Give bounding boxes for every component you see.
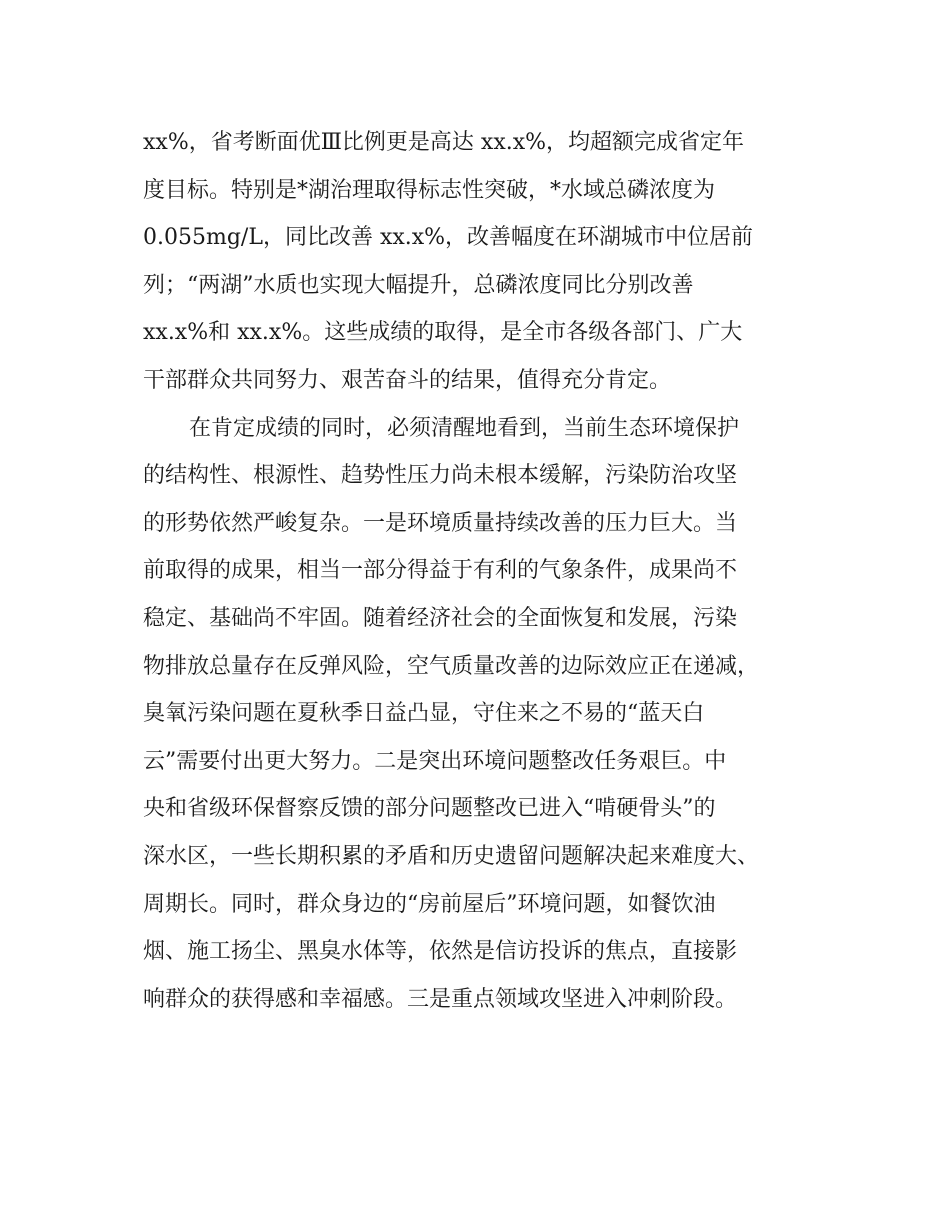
text-line: 周期长。同时，群众身边的“房前屋后”环境问题，如餐饮油 bbox=[143, 891, 716, 917]
text-line: 前取得的成果，相当一部分得益于有利的气象条件，成果尚不 bbox=[143, 558, 738, 584]
text-line: xx.x%和 xx.x%。这些成绩的取得，是全市各级各部门、广大 bbox=[143, 320, 743, 346]
text-line: 在肯定成绩的同时，必须清醒地看到，当前生态环境保护 bbox=[189, 415, 740, 441]
document-body bbox=[143, 119, 808, 1023]
text-line: 干部群众共同努力、艰苦奋斗的结果，值得充分肯定。 bbox=[143, 367, 672, 393]
text-line: 的结构性、根源性、趋势性压力尚未根本缓解，污染防治攻坚 bbox=[143, 463, 738, 489]
text-line: 响群众的获得感和幸福感。三是重点领域攻坚进入冲刺阶段。 bbox=[143, 986, 738, 1012]
text-line: 物排放总量存在反弹风险，空气质量改善的边际效应正在递减， bbox=[143, 653, 760, 679]
text-line: 0.055mg/L，同比改善 xx.x%，改善幅度在环湖城市中位居前 bbox=[143, 225, 754, 251]
paragraph bbox=[143, 405, 808, 1024]
text-line: xx%，省考断面优Ⅲ比例更是高达 xx.x%，均超额完成省定年 bbox=[143, 130, 745, 155]
text-line: 云”需要付出更大努力。二是突出环境问题整改任务艰巨。中 bbox=[143, 748, 727, 774]
text-line: 列；“两湖”水质也实现大幅提升，总磷浓度同比分别改善 bbox=[143, 272, 694, 298]
paragraph bbox=[143, 119, 808, 405]
text-line: 的形势依然严峻复杂。一是环境质量持续改善的压力巨大。当 bbox=[143, 510, 738, 536]
text-line: 稳定、基础尚不牢固。随着经济社会的全面恢复和发展，污染 bbox=[143, 605, 738, 631]
text-line: 臭氧污染问题在夏秋季日益凸显，守住来之不易的“蓝天白 bbox=[143, 701, 705, 727]
text-line: 烟、施工扬尘、黑臭水体等，依然是信访投诉的焦点，直接影 bbox=[143, 939, 738, 965]
text-line: 深水区，一些长期积累的矛盾和历史遗留问题解决起来难度大、 bbox=[143, 843, 760, 869]
text-line: 央和省级环保督察反馈的部分问题整改已进入“啃硬骨头”的 bbox=[143, 796, 716, 822]
text-line: 度目标。特别是*湖治理取得标志性突破，*水域总磷浓度为 bbox=[143, 177, 716, 203]
